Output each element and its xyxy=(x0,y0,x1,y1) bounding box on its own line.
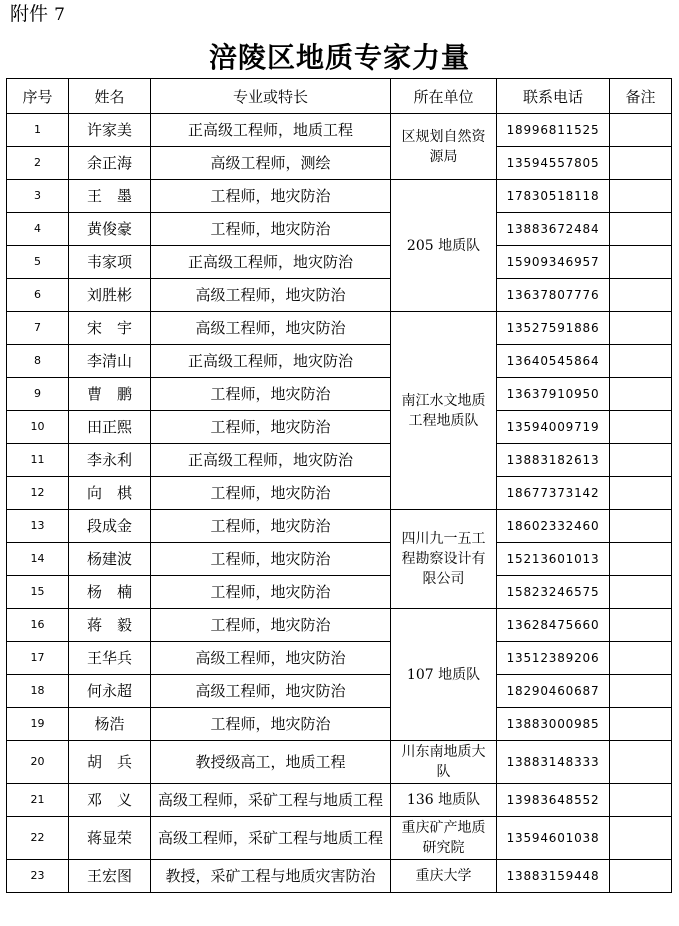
expert-name: 黄俊豪 xyxy=(69,213,151,246)
row-number: 14 xyxy=(7,543,69,576)
table-row xyxy=(7,213,672,246)
header-remark: 备注 xyxy=(610,79,672,114)
row-number: 4 xyxy=(7,213,69,246)
expert-phone: 13527591886 xyxy=(497,312,610,345)
expert-specialty: 正高级工程师，地质工程 xyxy=(151,114,391,147)
expert-phone: 13883000985 xyxy=(497,708,610,741)
expert-name: 杨 楠 xyxy=(69,576,151,609)
table-row xyxy=(7,378,672,411)
expert-table xyxy=(6,78,672,893)
expert-name: 杨建波 xyxy=(69,543,151,576)
expert-phone: 15909346957 xyxy=(497,246,610,279)
expert-remark xyxy=(610,741,672,784)
table-body xyxy=(7,114,672,893)
row-number: 23 xyxy=(7,860,69,893)
header-phone: 联系电话 xyxy=(497,79,610,114)
expert-remark xyxy=(610,860,672,893)
expert-name: 李永利 xyxy=(69,444,151,477)
expert-specialty: 工程师，地灾防治 xyxy=(151,411,391,444)
expert-remark xyxy=(610,213,672,246)
row-number: 15 xyxy=(7,576,69,609)
row-number: 9 xyxy=(7,378,69,411)
table-row xyxy=(7,246,672,279)
expert-remark xyxy=(610,675,672,708)
row-number: 11 xyxy=(7,444,69,477)
table-row xyxy=(7,279,672,312)
expert-phone: 13883182613 xyxy=(497,444,610,477)
expert-specialty: 工程师，地灾防治 xyxy=(151,708,391,741)
header-unit: 所在单位 xyxy=(391,79,497,114)
row-number: 21 xyxy=(7,784,69,817)
table-row xyxy=(7,609,672,642)
expert-name: 许家美 xyxy=(69,114,151,147)
table-row xyxy=(7,860,672,893)
expert-name: 田正熙 xyxy=(69,411,151,444)
expert-name: 蒋 毅 xyxy=(69,609,151,642)
expert-name: 李清山 xyxy=(69,345,151,378)
expert-phone: 13637807776 xyxy=(497,279,610,312)
expert-unit: 107 地质队 xyxy=(391,609,497,741)
row-number: 18 xyxy=(7,675,69,708)
row-number: 17 xyxy=(7,642,69,675)
expert-remark xyxy=(610,543,672,576)
row-number: 1 xyxy=(7,114,69,147)
expert-remark xyxy=(610,576,672,609)
expert-remark xyxy=(610,312,672,345)
attachment-label xyxy=(10,2,65,27)
row-number: 3 xyxy=(7,180,69,213)
expert-specialty: 工程师，地灾防治 xyxy=(151,576,391,609)
header-name: 姓名 xyxy=(69,79,151,114)
expert-unit: 205 地质队 xyxy=(391,180,497,312)
expert-phone: 13594557805 xyxy=(497,147,610,180)
expert-specialty: 工程师，地灾防治 xyxy=(151,510,391,543)
table-row xyxy=(7,180,672,213)
expert-phone: 18602332460 xyxy=(497,510,610,543)
expert-name: 向 棋 xyxy=(69,477,151,510)
table-row xyxy=(7,411,672,444)
expert-phone: 13983648552 xyxy=(497,784,610,817)
table-row xyxy=(7,444,672,477)
expert-unit: 区规划自然资源局 xyxy=(391,114,497,180)
expert-remark xyxy=(610,609,672,642)
row-number: 6 xyxy=(7,279,69,312)
expert-unit: 南江水文地质工程地质队 xyxy=(391,312,497,510)
expert-name: 胡 兵 xyxy=(69,741,151,784)
expert-remark xyxy=(610,817,672,860)
expert-specialty: 高级工程师，地灾防治 xyxy=(151,279,391,312)
expert-specialty: 正高级工程师，地灾防治 xyxy=(151,246,391,279)
table-row xyxy=(7,510,672,543)
expert-specialty: 教授级高工，地质工程 xyxy=(151,741,391,784)
expert-remark xyxy=(610,147,672,180)
expert-phone: 18677373142 xyxy=(497,477,610,510)
expert-name: 段成金 xyxy=(69,510,151,543)
expert-remark xyxy=(610,444,672,477)
row-number: 22 xyxy=(7,817,69,860)
expert-phone: 18996811525 xyxy=(497,114,610,147)
expert-specialty: 正高级工程师，地灾防治 xyxy=(151,444,391,477)
expert-unit: 136 地质队 xyxy=(391,784,497,817)
expert-remark xyxy=(610,477,672,510)
table-row xyxy=(7,543,672,576)
row-number: 8 xyxy=(7,345,69,378)
row-number: 5 xyxy=(7,246,69,279)
expert-remark xyxy=(610,411,672,444)
table-row xyxy=(7,576,672,609)
expert-phone: 18290460687 xyxy=(497,675,610,708)
expert-name: 王华兵 xyxy=(69,642,151,675)
expert-remark xyxy=(610,378,672,411)
expert-phone: 13883159448 xyxy=(497,860,610,893)
expert-name: 刘胜彬 xyxy=(69,279,151,312)
expert-phone: 13512389206 xyxy=(497,642,610,675)
expert-unit: 重庆大学 xyxy=(391,860,497,893)
expert-phone: 13883148333 xyxy=(497,741,610,784)
header-no: 序号 xyxy=(7,79,69,114)
expert-remark xyxy=(610,279,672,312)
attachment-text: 附件 xyxy=(10,3,49,25)
expert-phone: 15213601013 xyxy=(497,543,610,576)
row-number: 2 xyxy=(7,147,69,180)
row-number: 13 xyxy=(7,510,69,543)
expert-specialty: 工程师，地灾防治 xyxy=(151,609,391,642)
expert-phone: 15823246575 xyxy=(497,576,610,609)
table-row xyxy=(7,477,672,510)
expert-remark xyxy=(610,510,672,543)
expert-remark xyxy=(610,246,672,279)
expert-specialty: 工程师，地灾防治 xyxy=(151,180,391,213)
expert-remark xyxy=(610,642,672,675)
header-specialty: 专业或特长 xyxy=(151,79,391,114)
expert-specialty: 工程师，地灾防治 xyxy=(151,213,391,246)
expert-name: 何永超 xyxy=(69,675,151,708)
table-row xyxy=(7,741,672,784)
expert-remark xyxy=(610,114,672,147)
table-row xyxy=(7,312,672,345)
expert-name: 曹 鹏 xyxy=(69,378,151,411)
expert-specialty: 教授，采矿工程与地质灾害防治 xyxy=(151,860,391,893)
expert-name: 王宏图 xyxy=(69,860,151,893)
expert-phone: 13594009719 xyxy=(497,411,610,444)
expert-name: 蒋显荣 xyxy=(69,817,151,860)
table-row xyxy=(7,642,672,675)
expert-phone: 17830518118 xyxy=(497,180,610,213)
row-number: 7 xyxy=(7,312,69,345)
expert-unit: 重庆矿产地质研究院 xyxy=(391,817,497,860)
expert-name: 王 墨 xyxy=(69,180,151,213)
expert-remark xyxy=(610,180,672,213)
expert-name: 余正海 xyxy=(69,147,151,180)
expert-specialty: 工程师，地灾防治 xyxy=(151,543,391,576)
expert-remark xyxy=(610,784,672,817)
table-row xyxy=(7,817,672,860)
expert-phone: 13637910950 xyxy=(497,378,610,411)
table-row xyxy=(7,784,672,817)
table-row xyxy=(7,675,672,708)
table-row xyxy=(7,114,672,147)
expert-phone: 13594601038 xyxy=(497,817,610,860)
expert-phone: 13628475660 xyxy=(497,609,610,642)
expert-specialty: 高级工程师，测绘 xyxy=(151,147,391,180)
attachment-number: 7 xyxy=(54,5,65,25)
expert-name: 韦家项 xyxy=(69,246,151,279)
expert-specialty: 正高级工程师，地灾防治 xyxy=(151,345,391,378)
expert-name: 宋 宇 xyxy=(69,312,151,345)
expert-specialty: 工程师，地灾防治 xyxy=(151,378,391,411)
expert-unit: 四川九一五工程勘察设计有限公司 xyxy=(391,510,497,609)
expert-name: 邓 义 xyxy=(69,784,151,817)
expert-specialty: 高级工程师，采矿工程与地质工程 xyxy=(151,784,391,817)
table-header-row xyxy=(7,79,672,114)
expert-unit: 川东南地质大队 xyxy=(391,741,497,784)
expert-remark xyxy=(610,345,672,378)
expert-phone: 13883672484 xyxy=(497,213,610,246)
table-row xyxy=(7,345,672,378)
row-number: 12 xyxy=(7,477,69,510)
row-number: 19 xyxy=(7,708,69,741)
row-number: 10 xyxy=(7,411,69,444)
expert-specialty: 高级工程师，采矿工程与地质工程 xyxy=(151,817,391,860)
row-number: 16 xyxy=(7,609,69,642)
table-row xyxy=(7,147,672,180)
expert-phone: 13640545864 xyxy=(497,345,610,378)
expert-remark xyxy=(610,708,672,741)
expert-specialty: 高级工程师，地灾防治 xyxy=(151,312,391,345)
expert-specialty: 工程师，地灾防治 xyxy=(151,477,391,510)
row-number: 20 xyxy=(7,741,69,784)
table-row xyxy=(7,708,672,741)
expert-specialty: 高级工程师，地灾防治 xyxy=(151,642,391,675)
expert-name: 杨浩 xyxy=(69,708,151,741)
page-title: 涪陵区地质专家力量 xyxy=(208,41,470,74)
expert-specialty: 高级工程师，地灾防治 xyxy=(151,675,391,708)
